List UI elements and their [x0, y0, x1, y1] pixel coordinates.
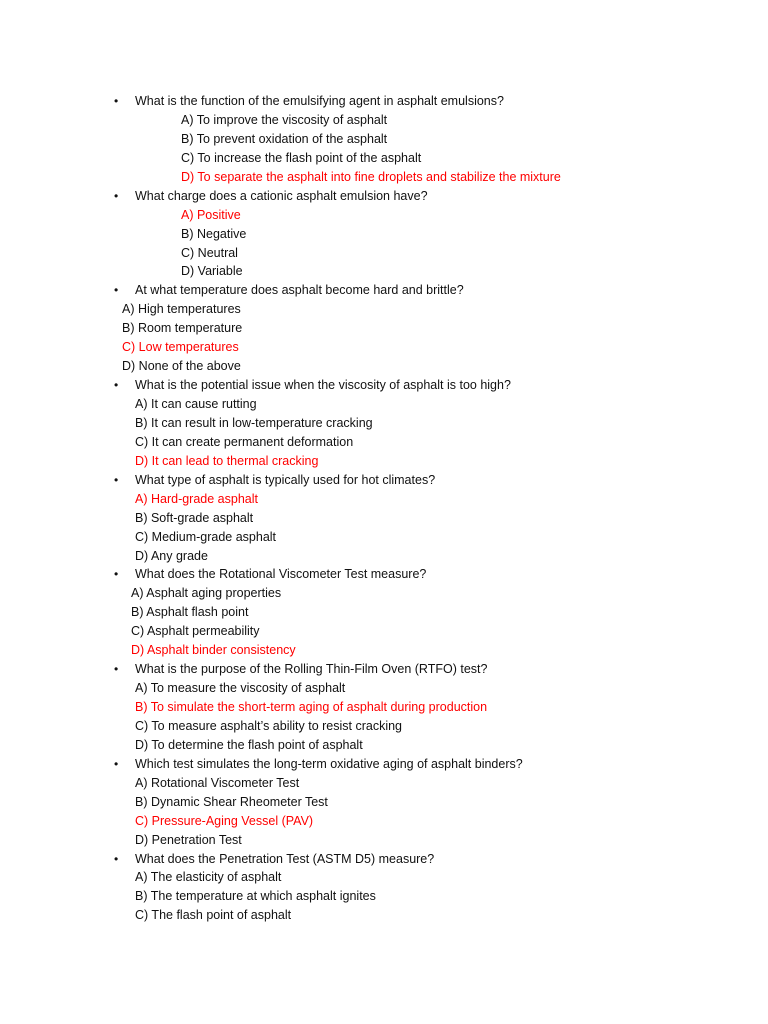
- bullet-icon: •: [114, 188, 119, 203]
- bullet-icon: •: [114, 756, 119, 771]
- option-line: [0, 831, 768, 850]
- option-line: [0, 717, 768, 736]
- bullet-icon: •: [114, 567, 119, 582]
- answer-option: C) Medium-grade asphalt: [135, 529, 277, 544]
- correct-answer-option: D) To separate the asphalt into fine droplets and stabilize the mixture: [181, 169, 561, 184]
- correct-answer-option: C) Pressure-Aging Vessel (PAV): [135, 813, 314, 828]
- option-line: [0, 698, 768, 717]
- answer-option: A) Rotational Viscometer Test: [135, 775, 300, 790]
- option-line: [0, 262, 768, 281]
- question-text: What is the function of the emulsifying agent in asphalt emulsions?: [135, 94, 504, 108]
- answer-option: C) Neutral: [181, 245, 238, 260]
- question-text: What does the Rotational Viscometer Test measure?: [135, 567, 427, 582]
- option-line: [0, 509, 768, 528]
- option-line: [0, 414, 768, 433]
- option-line: [0, 111, 768, 130]
- question-item: [0, 850, 768, 926]
- correct-answer-option: D) Asphalt binder consistency: [131, 643, 296, 658]
- answer-option: D) Penetration Test: [135, 832, 242, 847]
- bullet-icon: •: [114, 851, 119, 866]
- correct-answer-option: D) It can lead to thermal cracking: [135, 453, 319, 468]
- answer-option: C) To increase the flash point of the asphalt: [181, 150, 422, 165]
- question-line: [0, 92, 768, 111]
- option-line: [0, 168, 768, 187]
- option-line: [0, 357, 768, 376]
- answer-option: B) Dynamic Shear Rheometer Test: [135, 794, 328, 809]
- answer-option: A) To measure the viscosity of asphalt: [135, 681, 346, 696]
- answer-option: B) Negative: [181, 226, 247, 241]
- correct-answer-option: C) Low temperatures: [122, 340, 239, 355]
- answer-option: D) Any grade: [135, 548, 208, 563]
- option-line: [0, 793, 768, 812]
- option-line: [0, 452, 768, 471]
- question-line: [0, 850, 768, 869]
- question-item: [0, 281, 768, 376]
- answer-option: D) To determine the flash point of asphalt: [135, 737, 363, 752]
- answer-option: C) It can create permanent deformation: [135, 434, 354, 449]
- question-list: [0, 92, 768, 925]
- answer-option: C) Asphalt permeability: [131, 624, 260, 639]
- option-line: [0, 547, 768, 566]
- option-line: [0, 225, 768, 244]
- option-line: [0, 528, 768, 547]
- question-line: [0, 281, 768, 300]
- option-line: [0, 641, 768, 660]
- option-line: [0, 395, 768, 414]
- bullet-icon: •: [114, 472, 119, 487]
- correct-answer-option: B) To simulate the short-term aging of asphalt during production: [135, 700, 488, 714]
- answer-option: A) Asphalt aging properties: [131, 586, 282, 601]
- bullet-icon: •: [114, 283, 119, 298]
- correct-answer-option: A) Positive: [181, 207, 241, 222]
- answer-option: D) None of the above: [122, 359, 241, 374]
- answer-option: B) Room temperature: [122, 321, 243, 336]
- option-line: [0, 679, 768, 698]
- option-line: [0, 149, 768, 168]
- answer-option: D) Variable: [181, 264, 243, 279]
- option-line: [0, 490, 768, 509]
- option-line: [0, 774, 768, 793]
- option-line: [0, 603, 768, 622]
- option-line: [0, 338, 768, 357]
- answer-option: C) To measure asphalt’s ability to resist cracking: [135, 718, 403, 733]
- bullet-icon: •: [114, 94, 119, 108]
- bullet-icon: •: [114, 378, 119, 393]
- correct-answer-option: A) Hard-grade asphalt: [135, 491, 258, 506]
- question-line: [0, 660, 768, 679]
- question-text: What is the potential issue when the viscosity of asphalt is too high?: [135, 378, 511, 393]
- option-line: [0, 130, 768, 149]
- answer-option: A) It can cause rutting: [135, 397, 257, 411]
- question-line: [0, 565, 768, 584]
- option-line: [0, 319, 768, 338]
- bullet-icon: •: [114, 662, 119, 677]
- question-text: At what temperature does asphalt become hard and brittle?: [135, 283, 464, 298]
- option-line: [0, 433, 768, 452]
- question-item: [0, 187, 768, 282]
- answer-option: B) The temperature at which asphalt ignites: [135, 889, 376, 904]
- question-line: [0, 755, 768, 774]
- option-line: [0, 887, 768, 906]
- answer-option: A) To improve the viscosity of asphalt: [181, 112, 388, 127]
- option-line: [0, 906, 768, 925]
- option-line: [0, 812, 768, 831]
- question-text: What is the purpose of the Rolling Thin-Film Oven (RTFO) test?: [135, 662, 488, 677]
- option-line: [0, 206, 768, 225]
- answer-option: A) The elasticity of asphalt: [135, 870, 282, 885]
- question-line: [0, 471, 768, 490]
- answer-option: B) It can result in low-temperature cracking: [135, 415, 373, 430]
- question-text: What does the Penetration Test (ASTM D5) measure?: [135, 851, 435, 866]
- option-line: [0, 868, 768, 887]
- question-item: [0, 660, 768, 755]
- question-text: What charge does a cationic asphalt emulsion have?: [135, 188, 428, 203]
- question-item: [0, 92, 768, 187]
- answer-option: A) High temperatures: [122, 302, 241, 317]
- question-line: [0, 187, 768, 206]
- option-line: [0, 736, 768, 755]
- question-line: [0, 376, 768, 395]
- question-text: Which test simulates the long-term oxidative aging of asphalt binders?: [135, 756, 523, 771]
- question-item: [0, 471, 768, 566]
- answer-option: B) To prevent oxidation of the asphalt: [181, 131, 388, 146]
- option-line: [0, 244, 768, 263]
- question-item: [0, 755, 768, 850]
- option-line: [0, 584, 768, 603]
- answer-option: B) Asphalt flash point: [131, 605, 249, 620]
- question-item: [0, 376, 768, 471]
- option-line: [0, 622, 768, 641]
- question-text: What type of asphalt is typically used for hot climates?: [135, 472, 436, 487]
- answer-option: C) The flash point of asphalt: [135, 908, 292, 923]
- answer-option: B) Soft-grade asphalt: [135, 510, 254, 525]
- question-item: [0, 565, 768, 660]
- option-line: [0, 300, 768, 319]
